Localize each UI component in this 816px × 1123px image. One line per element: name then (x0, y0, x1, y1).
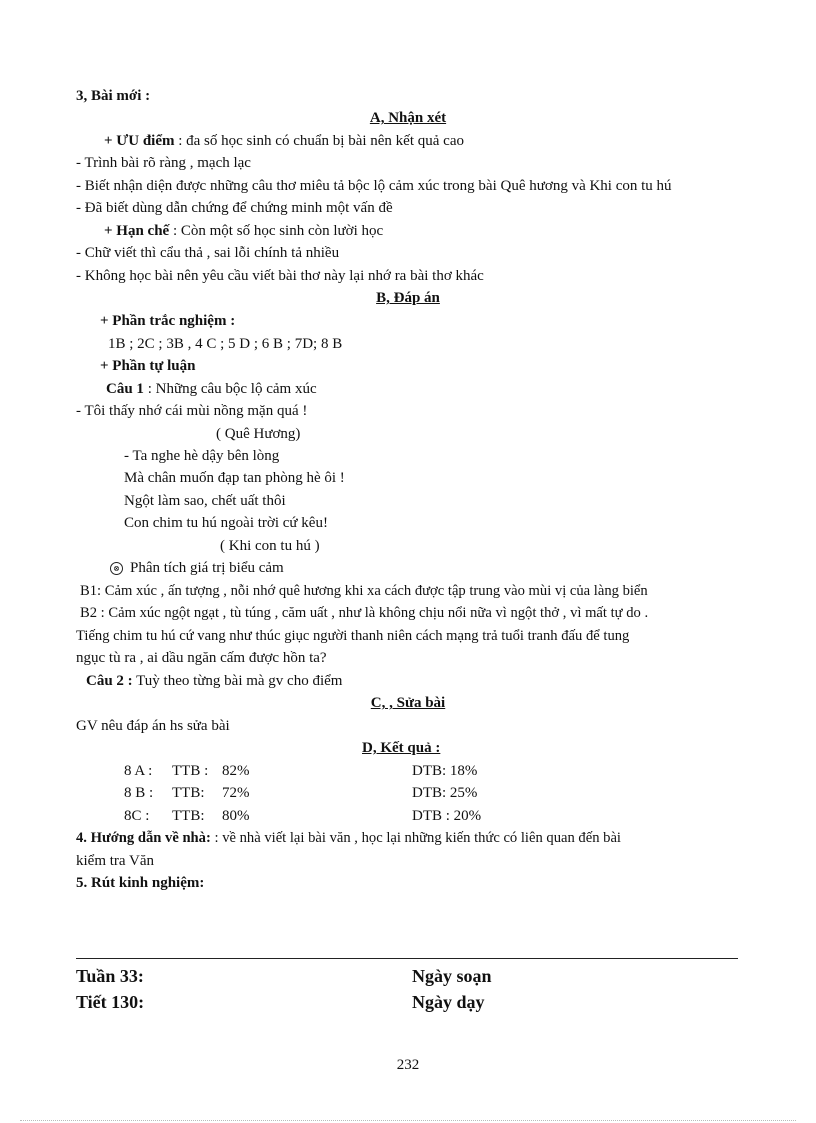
weakness-item: - Không học bài nên yêu cầu viết bài thơ này lại nhớ ra bài thơ khác (76, 268, 484, 284)
poem-line: Mà chân muốn đạp tan phòng hè ôi ! (124, 470, 345, 486)
strength-item: - Biết nhận diện được những câu thơ miêu tả bộc lộ cảm xúc trong bài Quê hương và Khi con tu hú (76, 178, 672, 194)
result-dtb: DTB : 20% (412, 808, 482, 824)
poem-line: Con chim tu hú ngoài trời cứ kêu! (124, 515, 328, 531)
analysis-b2-line: B2 : Cảm xúc ngột ngạt , tù túng , căm uất , như là không chịu nổi nữa vì ngột thở , vì mất tự do . (80, 605, 649, 621)
analysis-b2-line: Tiếng chim tu hú cứ vang như thúc giục người thanh niên cách mạng trả tuổi tranh đấu để tung (76, 628, 630, 644)
question-1-line (106, 379, 317, 399)
question-1-label: Câu 1 (106, 381, 144, 397)
bullet-cross-icon: ⊗ (110, 562, 123, 575)
result-ttb-label: TTB: (172, 808, 205, 824)
strengths-line (104, 131, 464, 151)
result-class: 8C : (124, 808, 150, 824)
result-class: 8 A : (124, 763, 153, 779)
section-3-title: 3, Bài mới : (76, 88, 151, 104)
heading-a-review: A, Nhận xét (369, 110, 447, 126)
result-ttb-label: TTB: (172, 785, 205, 801)
teach-date-label: Ngày dạy (412, 992, 485, 1012)
strengths-text: : đa số học sinh có chuẩn bị bài nên kết quả cao (174, 133, 464, 149)
weakness-label: + Hạn chế (104, 223, 170, 239)
analysis-line (110, 558, 284, 578)
homework-label: 4. Hướng dẫn về nhà: (76, 830, 211, 846)
correction-text: GV nêu đáp án hs sửa bài (76, 718, 230, 734)
prep-date-label: Ngày soạn (412, 966, 492, 986)
poem-line: Ngột làm sao, chết uất thôi (124, 493, 286, 509)
weakness-item: - Chữ viết thì cẩu thả , sai lỗi chính tả nhiều (76, 245, 340, 261)
question-2-text: Tuỳ theo từng bài mà gv cho điểm (132, 673, 343, 689)
source-que-huong: ( Quê Hương) (216, 426, 301, 442)
multiple-choice-answers: 1B ; 2C ; 3B , 4 C ; 5 D ; 6 B ; 7D; 8 B (108, 336, 343, 352)
essay-label: + Phần tự luận (100, 358, 196, 374)
question-1-text: : Những câu bộc lộ cảm xúc (143, 381, 317, 397)
heading-d-results: D, Kết quả : (362, 740, 441, 756)
strengths-label: + ƯU điểm (104, 133, 175, 149)
analysis-b1: B1: Cảm xúc , ấn tượng , nỗi nhớ quê hương khi xa cách được tập trung vào mùi vị của làng biển (80, 583, 648, 599)
result-dtb: DTB: 25% (412, 785, 478, 801)
strength-item: - Trình bài rõ ràng , mạch lạc (76, 155, 251, 171)
poem-line: - Ta nghe hè dậy bên lòng (124, 448, 280, 464)
heading-b-answers: B, Đáp án (376, 290, 440, 306)
result-class: 8 B : (124, 785, 154, 801)
result-ttb-value: 80% (222, 808, 250, 824)
quote-line: - Tôi thấy nhớ cái mùi nồng mặn quá ! (76, 403, 308, 419)
divider (76, 958, 738, 959)
weakness-line (104, 221, 383, 241)
result-ttb-label: TTB : (172, 763, 209, 779)
result-ttb-value: 82% (222, 763, 250, 779)
lesson-label: Tiết 130: (76, 992, 145, 1012)
weakness-text: : Còn một số học sinh còn lười học (169, 223, 384, 239)
analysis-b2-line: ngục tù ra , ai dầu ngăn cấm được hồn ta? (76, 650, 327, 666)
question-2-label: Câu 2 : (86, 673, 133, 689)
page-edge (20, 1120, 796, 1121)
analysis-label: Phân tích giá trị biểu cảm (130, 560, 284, 576)
question-2-line (86, 671, 342, 691)
section-5-title: 5. Rút kinh nghiệm: (76, 875, 205, 891)
source-khi-con-tu-hu: ( Khi con tu hú ) (220, 538, 320, 554)
multiple-choice-label: + Phần trắc nghiệm : (100, 313, 236, 329)
heading-c-correction: C, , Sửa bài (370, 695, 446, 711)
week-label: Tuần 33: (76, 966, 144, 986)
page-number: 232 (396, 1057, 420, 1073)
result-ttb-value: 72% (222, 785, 250, 801)
homework-text-cont: kiểm tra Văn (76, 853, 155, 869)
homework-text: : về nhà viết lại bài văn , học lại những kiến thức có liên quan đến bài (210, 830, 621, 846)
result-dtb: DTB: 18% (412, 763, 478, 779)
homework-line (76, 828, 621, 848)
strength-item: - Đã biết dùng dẫn chứng để chứng minh một vấn đề (76, 200, 393, 216)
